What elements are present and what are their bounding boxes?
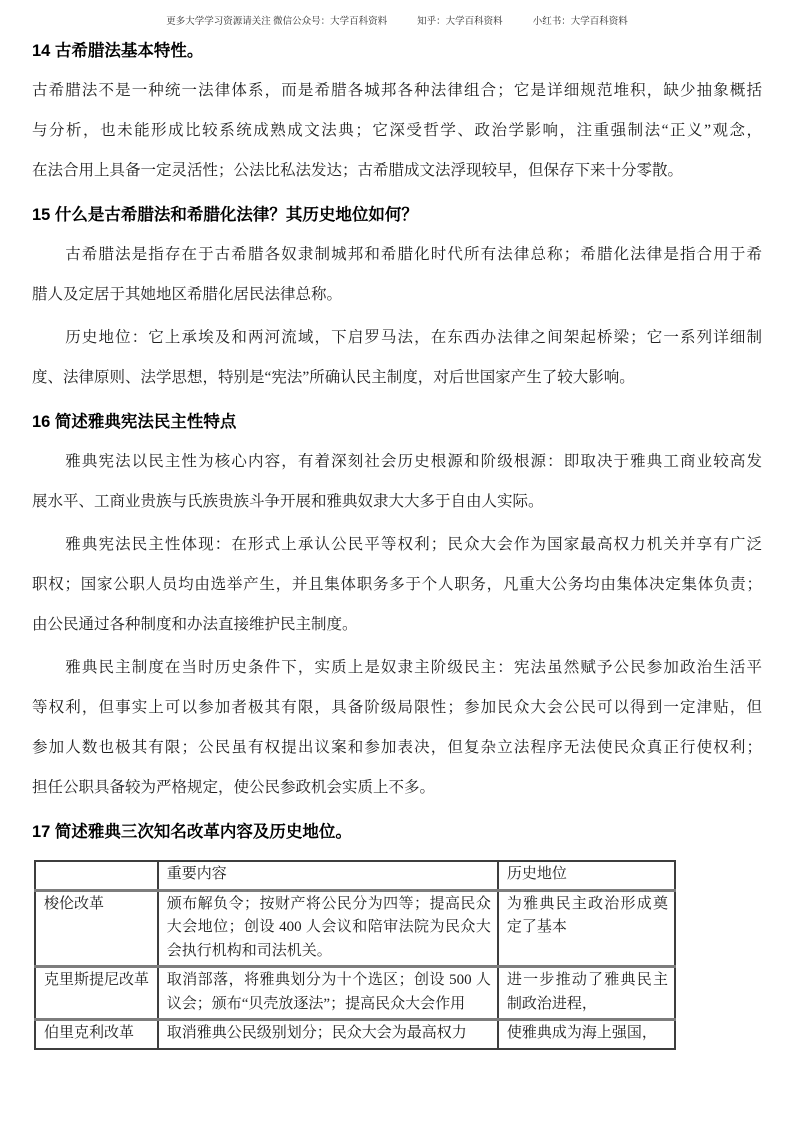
paragraph-line: 雅典宪法民主性体现：在形式上承认公民平等权利；民众大会作为国家最高权力机关并享有广泛 [32,536,762,553]
paragraph-line: 腊人及定居于其她地区希腊化居民法律总称。 [32,286,343,303]
table-header-cell: 历史地位 [498,861,675,890]
answer-paragraph [32,235,762,315]
reform-content-cell: 取消部落，将雅典划分为十个选区；创设 500 人议会；颁布“贝壳放逐法”；提高民众大会作用 [158,967,498,1020]
reform-name-cell: 克里斯提尼改革 [35,967,158,1020]
answer-paragraph [32,648,762,808]
answer-paragraph [32,525,762,645]
reform-name-cell: 梭伦改革 [35,890,158,967]
reforms-table-header [35,861,675,890]
paragraph-line: 职权；国家公职人员均由选举产生，并且集体职务多于个人职务，凡重大公务均由集体决定集体负责； [32,576,762,593]
question-heading: 16 简述雅典宪法民主性特点 [32,413,237,431]
reforms-table-body [35,890,675,1049]
paragraph-line: 历史地位：它上承埃及和两河流域，下启罗马法，在东西办法律之间架起桥梁；它一系列详细制 [32,329,762,346]
question-heading: 14 古希腊法基本特性。 [32,42,204,60]
table-header-row [35,861,675,890]
paragraph-line: 度、法律原则、法学思想，特别是“宪法”所确认民主制度，对后世国家产生了较大影响。 [32,369,635,386]
paragraph-line: 等权利，但事实上可以参加者极其有限，具备阶级局限性；参加民众大会公民可以得到一定津贴，但 [32,699,762,716]
header-note-zhihu: 知乎：大学百科资料 [417,17,503,27]
paragraph-line: 参加人数也极其有限；公民虽有权提出议案和参加表决，但复杂立法程序无法使民众真正行使权利； [32,739,762,756]
paragraph-line: 担任公职具备较为严格规定，使公民参政机会实质上不多。 [32,779,436,796]
reform-content-cell: 取消雅典公民级别划分；民众大会为最高权力 [158,1020,498,1049]
answer-paragraph [32,71,762,191]
answer-paragraph [32,442,762,522]
table-row [35,967,675,1020]
document-body [32,31,762,852]
reform-name-cell: 伯里克利改革 [35,1020,158,1049]
header-note-xiaohongshu: 小红书：大学百科资料 [532,17,628,27]
reform-status-cell: 使雅典成为海上强国， [498,1020,675,1049]
reform-content-cell: 颁布解负令；按财产将公民分为四等；提高民众大会地位；创设 400 人会议和陪审法院为民众大会执行机构和司法机关。 [158,890,498,967]
table-row [35,890,675,967]
reforms-table [34,860,676,1050]
paragraph-line: 在法合用上具备一定灵活性；公法比私法发达；古希腊成文法浮现较早，但保存下来十分零散。 [32,162,684,179]
question-heading: 17 简述雅典三次知名改革内容及历史地位。 [32,823,352,841]
paragraph-line: 展水平、工商业贵族与氏族贵族斗争开展和雅典奴隶大大多于自由人实际。 [32,493,544,510]
paragraph-line: 古希腊法不是一种统一法律体系，而是希腊各城邦各种法律组合；它是详细规范堆积，缺少抽象概括 [32,82,762,99]
paragraph-line: 雅典宪法以民主性为核心内容，有着深刻社会历史根源和阶级根源：即取决于雅典工商业较高发 [32,453,762,470]
header-note-wechat: 更多大学学习资源请关注 微信公众号：大学百科资料 [166,17,388,27]
paragraph-line: 由公民通过各种制度和办法直接维护民主制度。 [32,616,358,633]
question-heading: 15 什么是古希腊法和希腊化法律？其历史地位如何？ [32,206,418,224]
paragraph-line: 古希腊法是指存在于古希腊各奴隶制城邦和希腊化时代所有法律总称；希腊化法律是指合用于希 [32,246,762,263]
table-row [35,1020,675,1049]
reform-status-cell: 进一步推动了雅典民主制政治进程， [498,967,675,1020]
paragraph-line: 与分析，也未能形成比较系统成熟成文法典；它深受哲学、政治学影响，注重强制法“正义”观念， [32,122,762,139]
answer-paragraph [32,318,762,398]
reform-status-cell: 为雅典民主政治形成奠定了基本 [498,890,675,967]
table-header-cell: 重要内容 [158,861,498,890]
header-note [32,0,762,27]
table-header-cell [35,861,158,890]
paragraph-line: 雅典民主制度在当时历史条件下，实质上是奴隶主阶级民主：宪法虽然赋予公民参加政治生活平 [32,659,762,676]
